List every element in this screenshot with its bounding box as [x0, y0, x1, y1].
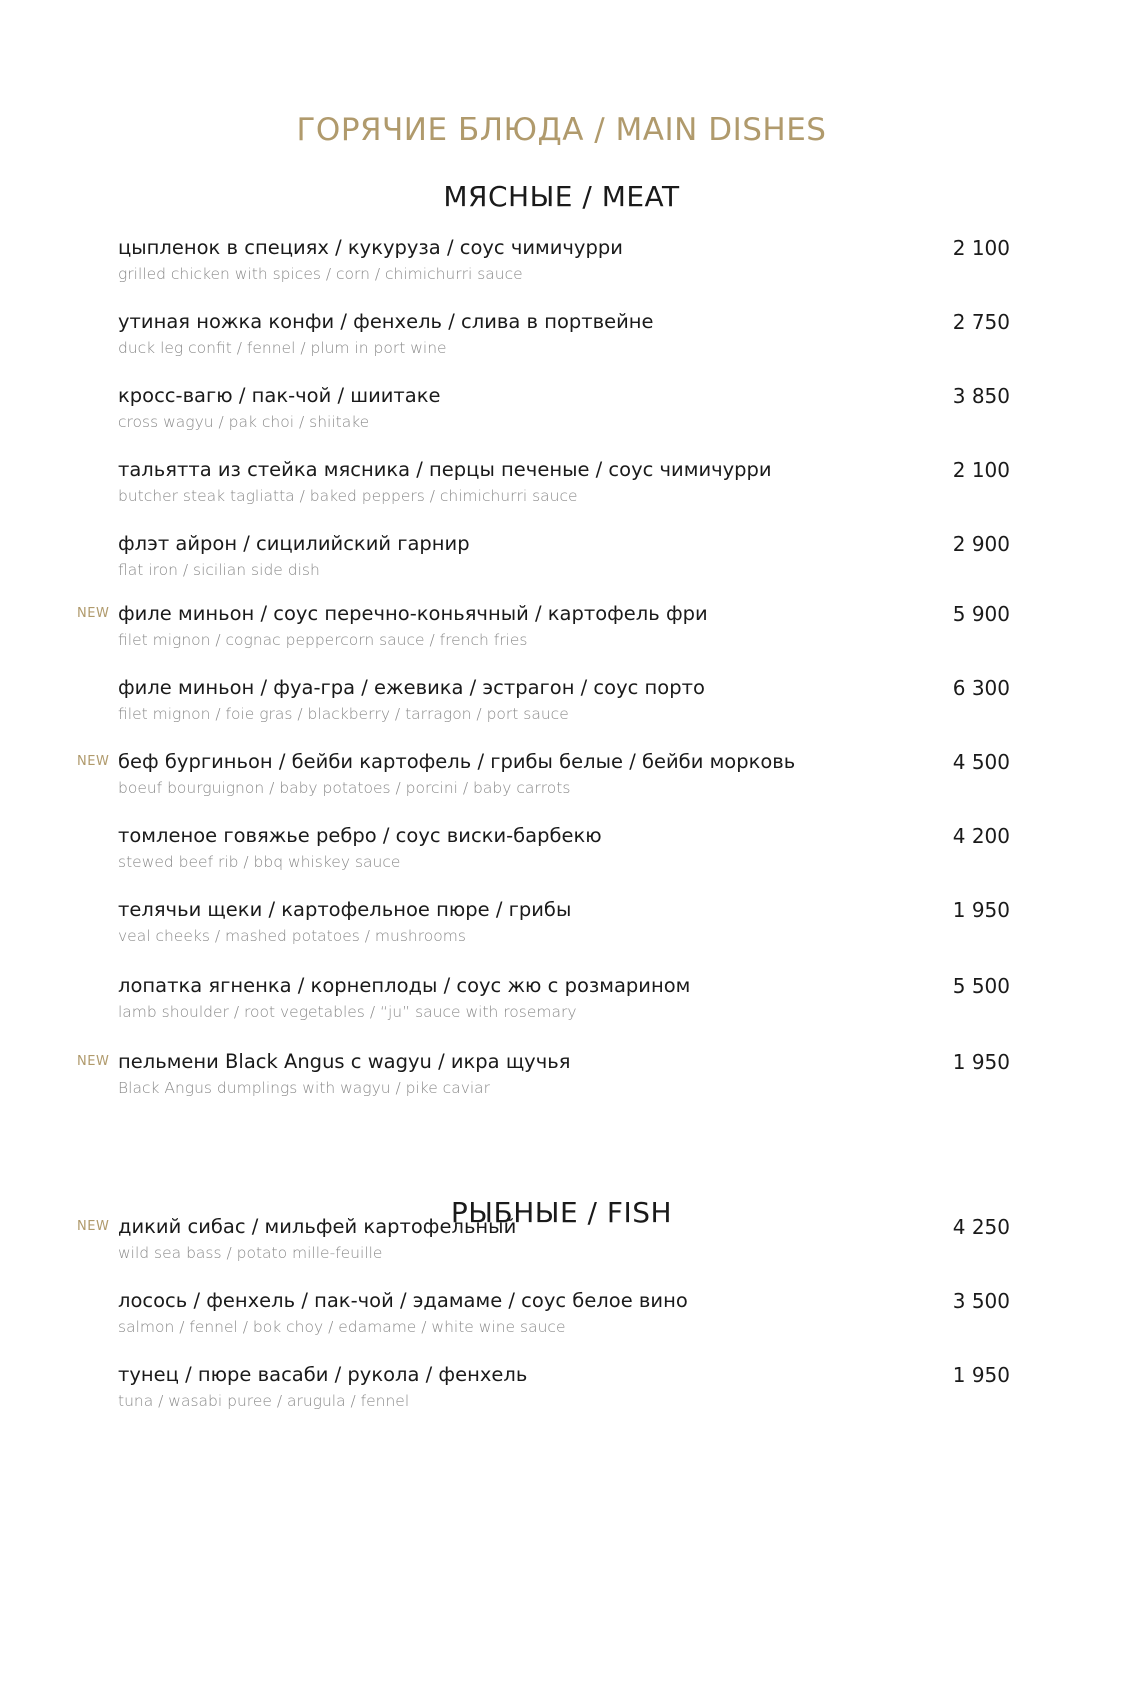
dish-name-en: flat iron / sicilian side dish	[118, 561, 320, 579]
menu-item	[0, 1050, 1123, 1110]
dish-price: 3 850	[952, 384, 1010, 408]
section-title-meat: МЯСНЫЕ / MEAT	[443, 180, 680, 213]
menu-item	[0, 750, 1123, 810]
menu-item	[0, 1363, 1123, 1423]
menu-item	[0, 824, 1123, 884]
menu-item	[0, 384, 1123, 444]
dish-name-en: veal cheeks / mashed potatoes / mushrooms	[118, 927, 466, 945]
menu-item	[0, 458, 1123, 518]
menu-item	[0, 974, 1123, 1034]
dish-name-ru: цыпленок в специях / кукуруза / соус чимичурри	[118, 236, 623, 259]
dish-name-ru: пельмени Black Angus с wagyu / икра щучья	[118, 1050, 571, 1073]
dish-name-ru: тунец / пюре васаби / рукола / фенхель	[118, 1363, 528, 1386]
page-title: ГОРЯЧИЕ БЛЮДА / MAIN DISHES	[296, 112, 827, 148]
menu-item	[0, 1215, 1123, 1275]
dish-name-ru: филе миньон / фуа-гра / ежевика / эстрагон / соус порто	[118, 676, 705, 699]
dish-name-en: duck leg confit / fennel / plum in port wine	[118, 339, 447, 357]
dish-name-ru: лопатка ягненка / корнеплоды / соус жю с розмарином	[118, 974, 691, 997]
dish-price: 4 200	[952, 824, 1010, 848]
dish-price: 1 950	[952, 1363, 1010, 1387]
dish-name-ru: кросс-вагю / пак-чой / шиитаке	[118, 384, 441, 407]
new-badge: NEW	[77, 606, 110, 621]
dish-name-en: salmon / fennel / bok choy / edamame / white wine sauce	[118, 1318, 566, 1336]
dish-price: 2 100	[952, 236, 1010, 260]
dish-price: 4 500	[952, 750, 1010, 774]
menu-item	[0, 1289, 1123, 1349]
dish-name-en: grilled chicken with spices / corn / chimichurri sauce	[118, 265, 523, 283]
dish-price: 1 950	[952, 898, 1010, 922]
dish-name-en: boeuf bourguignon / baby potatoes / porcini / baby carrots	[118, 779, 571, 797]
menu-item	[0, 676, 1123, 736]
new-badge: NEW	[77, 754, 110, 769]
dish-price: 4 250	[952, 1215, 1010, 1239]
menu-item	[0, 236, 1123, 296]
menu-item	[0, 310, 1123, 370]
dish-name-ru: беф бургиньон / бейби картофель / грибы белые / бейби морковь	[118, 750, 796, 773]
dish-price: 3 500	[952, 1289, 1010, 1313]
section-title-fish: РЫБНЫЕ / FISH	[450, 1196, 673, 1229]
dish-name-en: cross wagyu / pak choi / shiitake	[118, 413, 370, 431]
dish-name-ru: лосось / фенхель / пак-чой / эдамаме / соус белое вино	[118, 1289, 688, 1312]
dish-price: 2 100	[952, 458, 1010, 482]
dish-name-en: stewed beef rib / bbq whiskey sauce	[118, 853, 401, 871]
dish-price: 1 950	[952, 1050, 1010, 1074]
dish-name-ru: томленое говяжье ребро / соус виски-барбекю	[118, 824, 602, 847]
dish-name-en: tuna / wasabi puree / arugula / fennel	[118, 1392, 410, 1410]
menu-item	[0, 532, 1123, 592]
dish-name-ru: телячьи щеки / картофельное пюре / грибы	[118, 898, 572, 921]
menu-item	[0, 602, 1123, 662]
dish-price: 2 900	[952, 532, 1010, 556]
dish-name-en: lamb shoulder / root vegetables / “ju” sauce with rosemary	[118, 1003, 577, 1021]
dish-price: 5 500	[952, 974, 1010, 998]
new-badge: NEW	[77, 1054, 110, 1069]
dish-name-ru: тальятта из стейка мясника / перцы печеные / соус чимичурри	[118, 458, 772, 481]
new-badge: NEW	[77, 1219, 110, 1234]
dish-name-en: wild sea bass / potato mille-feuille	[118, 1244, 383, 1262]
dish-name-en: Black Angus dumplings with wagyu / pike caviar	[118, 1079, 491, 1097]
dish-name-en: butcher steak tagliatta / baked peppers / chimichurri sauce	[118, 487, 578, 505]
dish-name-ru: утиная ножка конфи / фенхель / слива в портвейне	[118, 310, 654, 333]
dish-name-ru: филе миньон / соус перечно-коньячный / картофель фри	[118, 602, 708, 625]
dish-price: 2 750	[952, 310, 1010, 334]
dish-name-ru: флэт айрон / сицилийский гарнир	[118, 532, 470, 555]
menu-item	[0, 898, 1123, 958]
dish-name-en: filet mignon / foie gras / blackberry / tarragon / port sauce	[118, 705, 569, 723]
dish-name-ru: дикий сибас / мильфей картофельный	[118, 1215, 517, 1238]
dish-price: 6 300	[952, 676, 1010, 700]
dish-name-en: filet mignon / cognac peppercorn sauce / french fries	[118, 631, 528, 649]
dish-price: 5 900	[952, 602, 1010, 626]
